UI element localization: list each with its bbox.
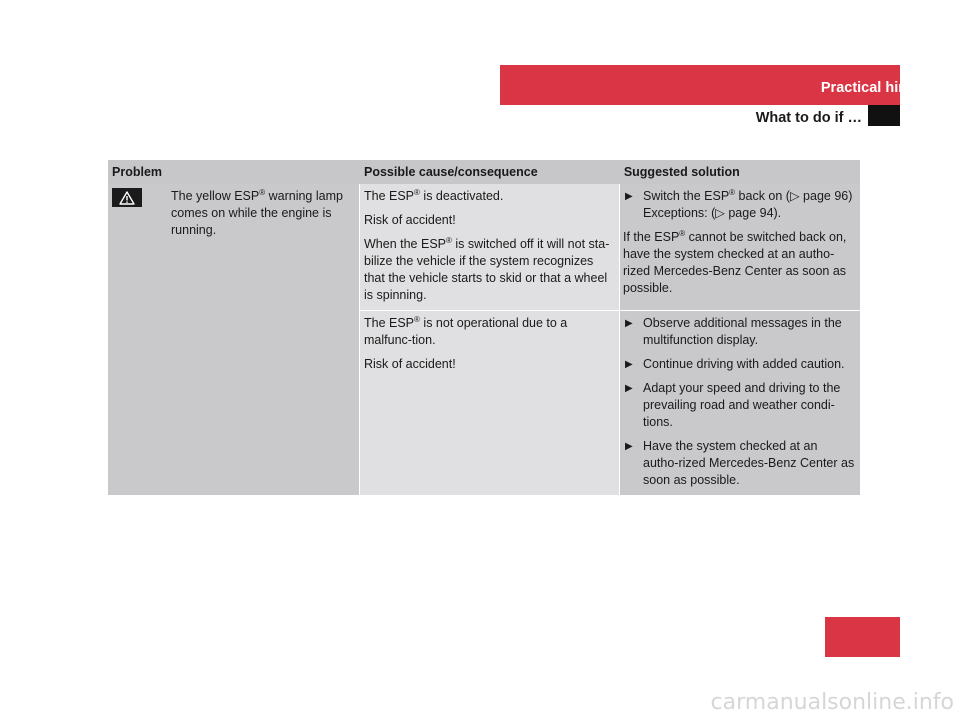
page-number: 345 (902, 617, 926, 633)
table-body (108, 184, 860, 495)
solution-bullet (623, 188, 856, 222)
text: is not operational due to a malfunc-tion. (364, 316, 568, 347)
warning-triangle-icon (112, 188, 142, 207)
cause-paragraph (364, 315, 615, 349)
registered-mark: ® (414, 187, 420, 197)
solution-bullet (623, 356, 856, 373)
cause-solution-rows (360, 184, 860, 495)
cause-cell (360, 311, 620, 495)
subsection-title: What to do if … (755, 110, 862, 126)
text: The ESP (364, 316, 415, 330)
problem-text-b: warning lamp comes on while the engine is running. (171, 189, 343, 237)
cause-cell (360, 184, 620, 310)
problem-description (171, 188, 351, 495)
registered-mark: ® (446, 235, 452, 245)
registered-mark: ® (259, 187, 266, 197)
troubleshooting-table (108, 160, 860, 495)
watermark: carmanualsonline.info (710, 690, 954, 715)
text: is deactivated. (419, 189, 504, 203)
text: cannot be switched back on, have the system checked at an autho-rized Mercedes-Benz Center as soon as possible. (623, 230, 847, 295)
text: is switched off it will not sta-bilize the vehicle if the system recognizes that the vehicle starts to skid or that a wheel is spinning. (364, 237, 610, 302)
registered-mark: ® (414, 314, 420, 324)
solution-bullet (623, 380, 856, 431)
text: The ESP (364, 189, 415, 203)
solution-bullet (623, 438, 856, 489)
bullet-arrow-icon: ▶ (625, 359, 633, 370)
header-marker (868, 105, 900, 126)
page-number-band (825, 617, 900, 657)
column-header-solution: Suggested solution (623, 165, 740, 179)
bullet-arrow-icon: ▶ (625, 441, 633, 452)
bullet-text: Adapt your speed and driving to the prevailing road and weather condi-tions. (643, 381, 841, 429)
problem-cell (108, 184, 360, 495)
bullet-text: Observe additional messages in the multifunction display. (643, 316, 842, 347)
problem-text-a: The yellow ESP (171, 189, 260, 203)
text: Risk of accident! (364, 213, 456, 227)
cause-paragraph (364, 356, 615, 373)
table-row (360, 184, 860, 311)
solution-bullet (623, 315, 856, 349)
text: When the ESP (364, 237, 446, 251)
text: If the ESP (623, 230, 680, 244)
cause-paragraph (364, 212, 615, 229)
bullet-text: Continue driving with added caution. (643, 357, 845, 371)
registered-mark: ® (729, 187, 736, 197)
text: back on (▷ page 96) Exceptions: (▷ page 94). (643, 189, 853, 220)
section-title: Practical hints (820, 80, 920, 96)
registered-mark: ® (679, 228, 686, 238)
bullet-text: Have the system checked at an autho-rized Mercedes-Benz Center as soon as possible. (643, 439, 855, 487)
bullet-arrow-icon: ▶ (625, 318, 633, 329)
solution-cell (620, 311, 860, 495)
solution-cell (620, 184, 860, 310)
cause-paragraph (364, 236, 615, 304)
table-header (108, 160, 860, 184)
text: Switch the ESP (643, 189, 730, 203)
table-row (360, 311, 860, 495)
text: Risk of accident! (364, 357, 456, 371)
bullet-text (643, 188, 856, 222)
column-header-problem: Problem (112, 165, 163, 179)
bullet-arrow-icon: ▶ (625, 383, 633, 394)
solution-paragraph (623, 229, 856, 297)
cause-paragraph (364, 188, 615, 205)
bullet-arrow-icon: ▶ (625, 191, 633, 202)
column-header-cause: Possible cause/consequence (363, 165, 538, 179)
